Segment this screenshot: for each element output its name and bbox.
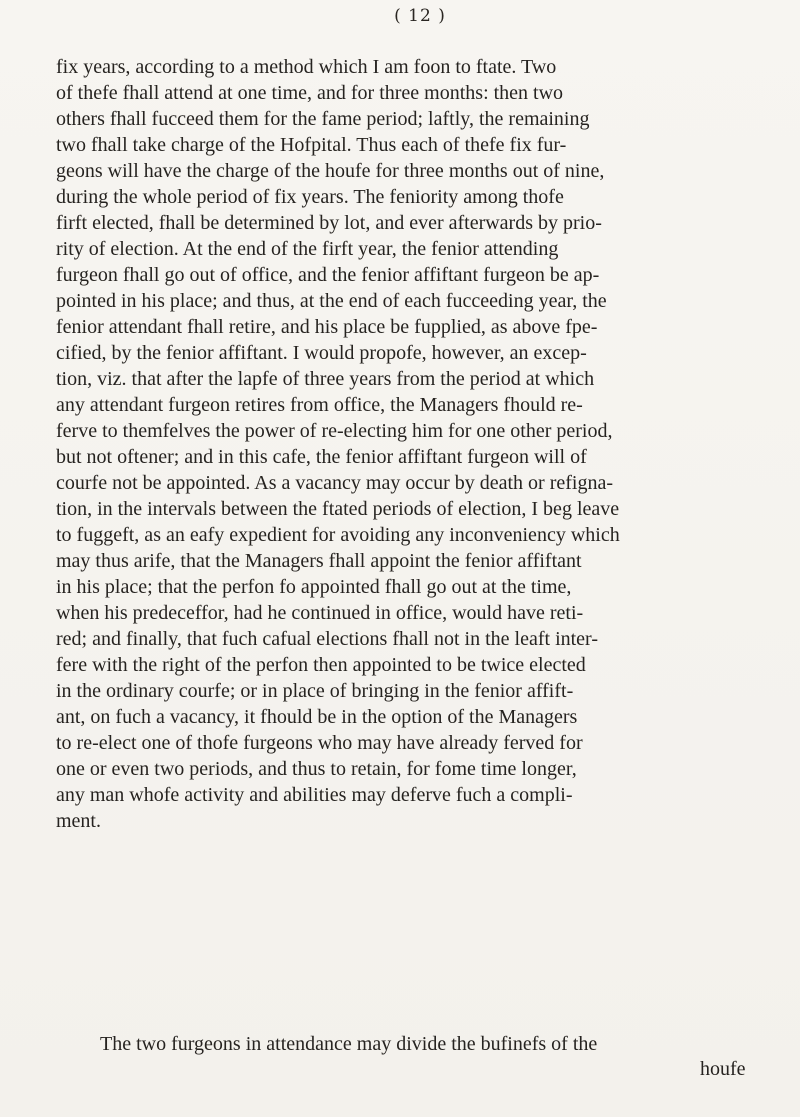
text-line: two fhall take charge of the Hofpital. Thus each of thefe fix fur- [56, 134, 567, 156]
text-line: of thefe fhall attend at one time, and for three months: then two [56, 82, 564, 104]
text-line: but not oftener; and in this cafe, the fenior affiftant furgeon will of [56, 446, 587, 468]
text-line: firft elected, fhall be determined by lot, and ever afterwards by prio- [56, 212, 602, 234]
text-line: fix years, according to a method which I am foon to ftate. Two [56, 56, 557, 78]
text-line: ferve to themfelves the power of re-electing him for one other period, [56, 420, 613, 442]
text-line: pointed in his place; and thus, at the end of each fucceeding year, the [56, 290, 607, 312]
text-line: to re-elect one of thofe furgeons who may have already ferved for [56, 732, 583, 754]
catchword: houfe [700, 1058, 746, 1080]
text-line: geons will have the charge of the houfe for three months out of nine, [56, 160, 605, 182]
text-line: may thus arife, that the Managers fhall appoint the fenior affiftant [56, 550, 582, 572]
text-line: when his predeceffor, had he continued in office, would have reti- [56, 602, 584, 624]
text-line: red; and finally, that fuch cafual elections fhall not in the leaft inter- [56, 628, 598, 650]
text-line: ant, on fuch a vacancy, it fhould be in the option of the Managers [56, 706, 578, 728]
text-line: courfe not be appointed. As a vacancy may occur by death or refigna- [56, 472, 613, 494]
text-line: during the whole period of fix years. The feniority among thofe [56, 186, 564, 208]
text-line: any attendant furgeon retires from office, the Managers fhould re- [56, 394, 583, 416]
text-line: in the ordinary courfe; or in place of bringing in the fenior affift- [56, 680, 574, 702]
paragraph-start-line: The two furgeons in attendance may divide the bufinefs of the [100, 1033, 598, 1055]
text-line: rity of election. At the end of the firft year, the fenior attending [56, 238, 559, 260]
text-line: fenior attendant fhall retire, and his place be fupplied, as above fpe- [56, 316, 598, 338]
text-line: furgeon fhall go out of office, and the fenior affiftant furgeon be ap- [56, 264, 600, 286]
text-line: ment. [56, 810, 101, 832]
body-paragraph [56, 54, 786, 834]
text-line: fere with the right of the perfon then appointed to be twice elected [56, 654, 586, 676]
text-line: tion, viz. that after the lapfe of three years from the period at which [56, 368, 595, 390]
text-line: others fhall fucceed them for the fame period; laftly, the remaining [56, 108, 590, 130]
page-number: ( 12 ) [394, 6, 446, 26]
text-line: to fuggeft, as an eafy expedient for avoiding any inconveniency which [56, 524, 620, 546]
text-line: cified, by the fenior affiftant. I would propofe, however, an excep- [56, 342, 587, 364]
text-line: any man whofe activity and abilities may deferve fuch a compli- [56, 784, 573, 806]
text-line: in his place; that the perfon fo appointed fhall go out at the time, [56, 576, 572, 598]
text-line: one or even two periods, and thus to retain, for fome time longer, [56, 758, 577, 780]
text-line: tion, in the intervals between the ftated periods of election, I beg leave [56, 498, 620, 520]
